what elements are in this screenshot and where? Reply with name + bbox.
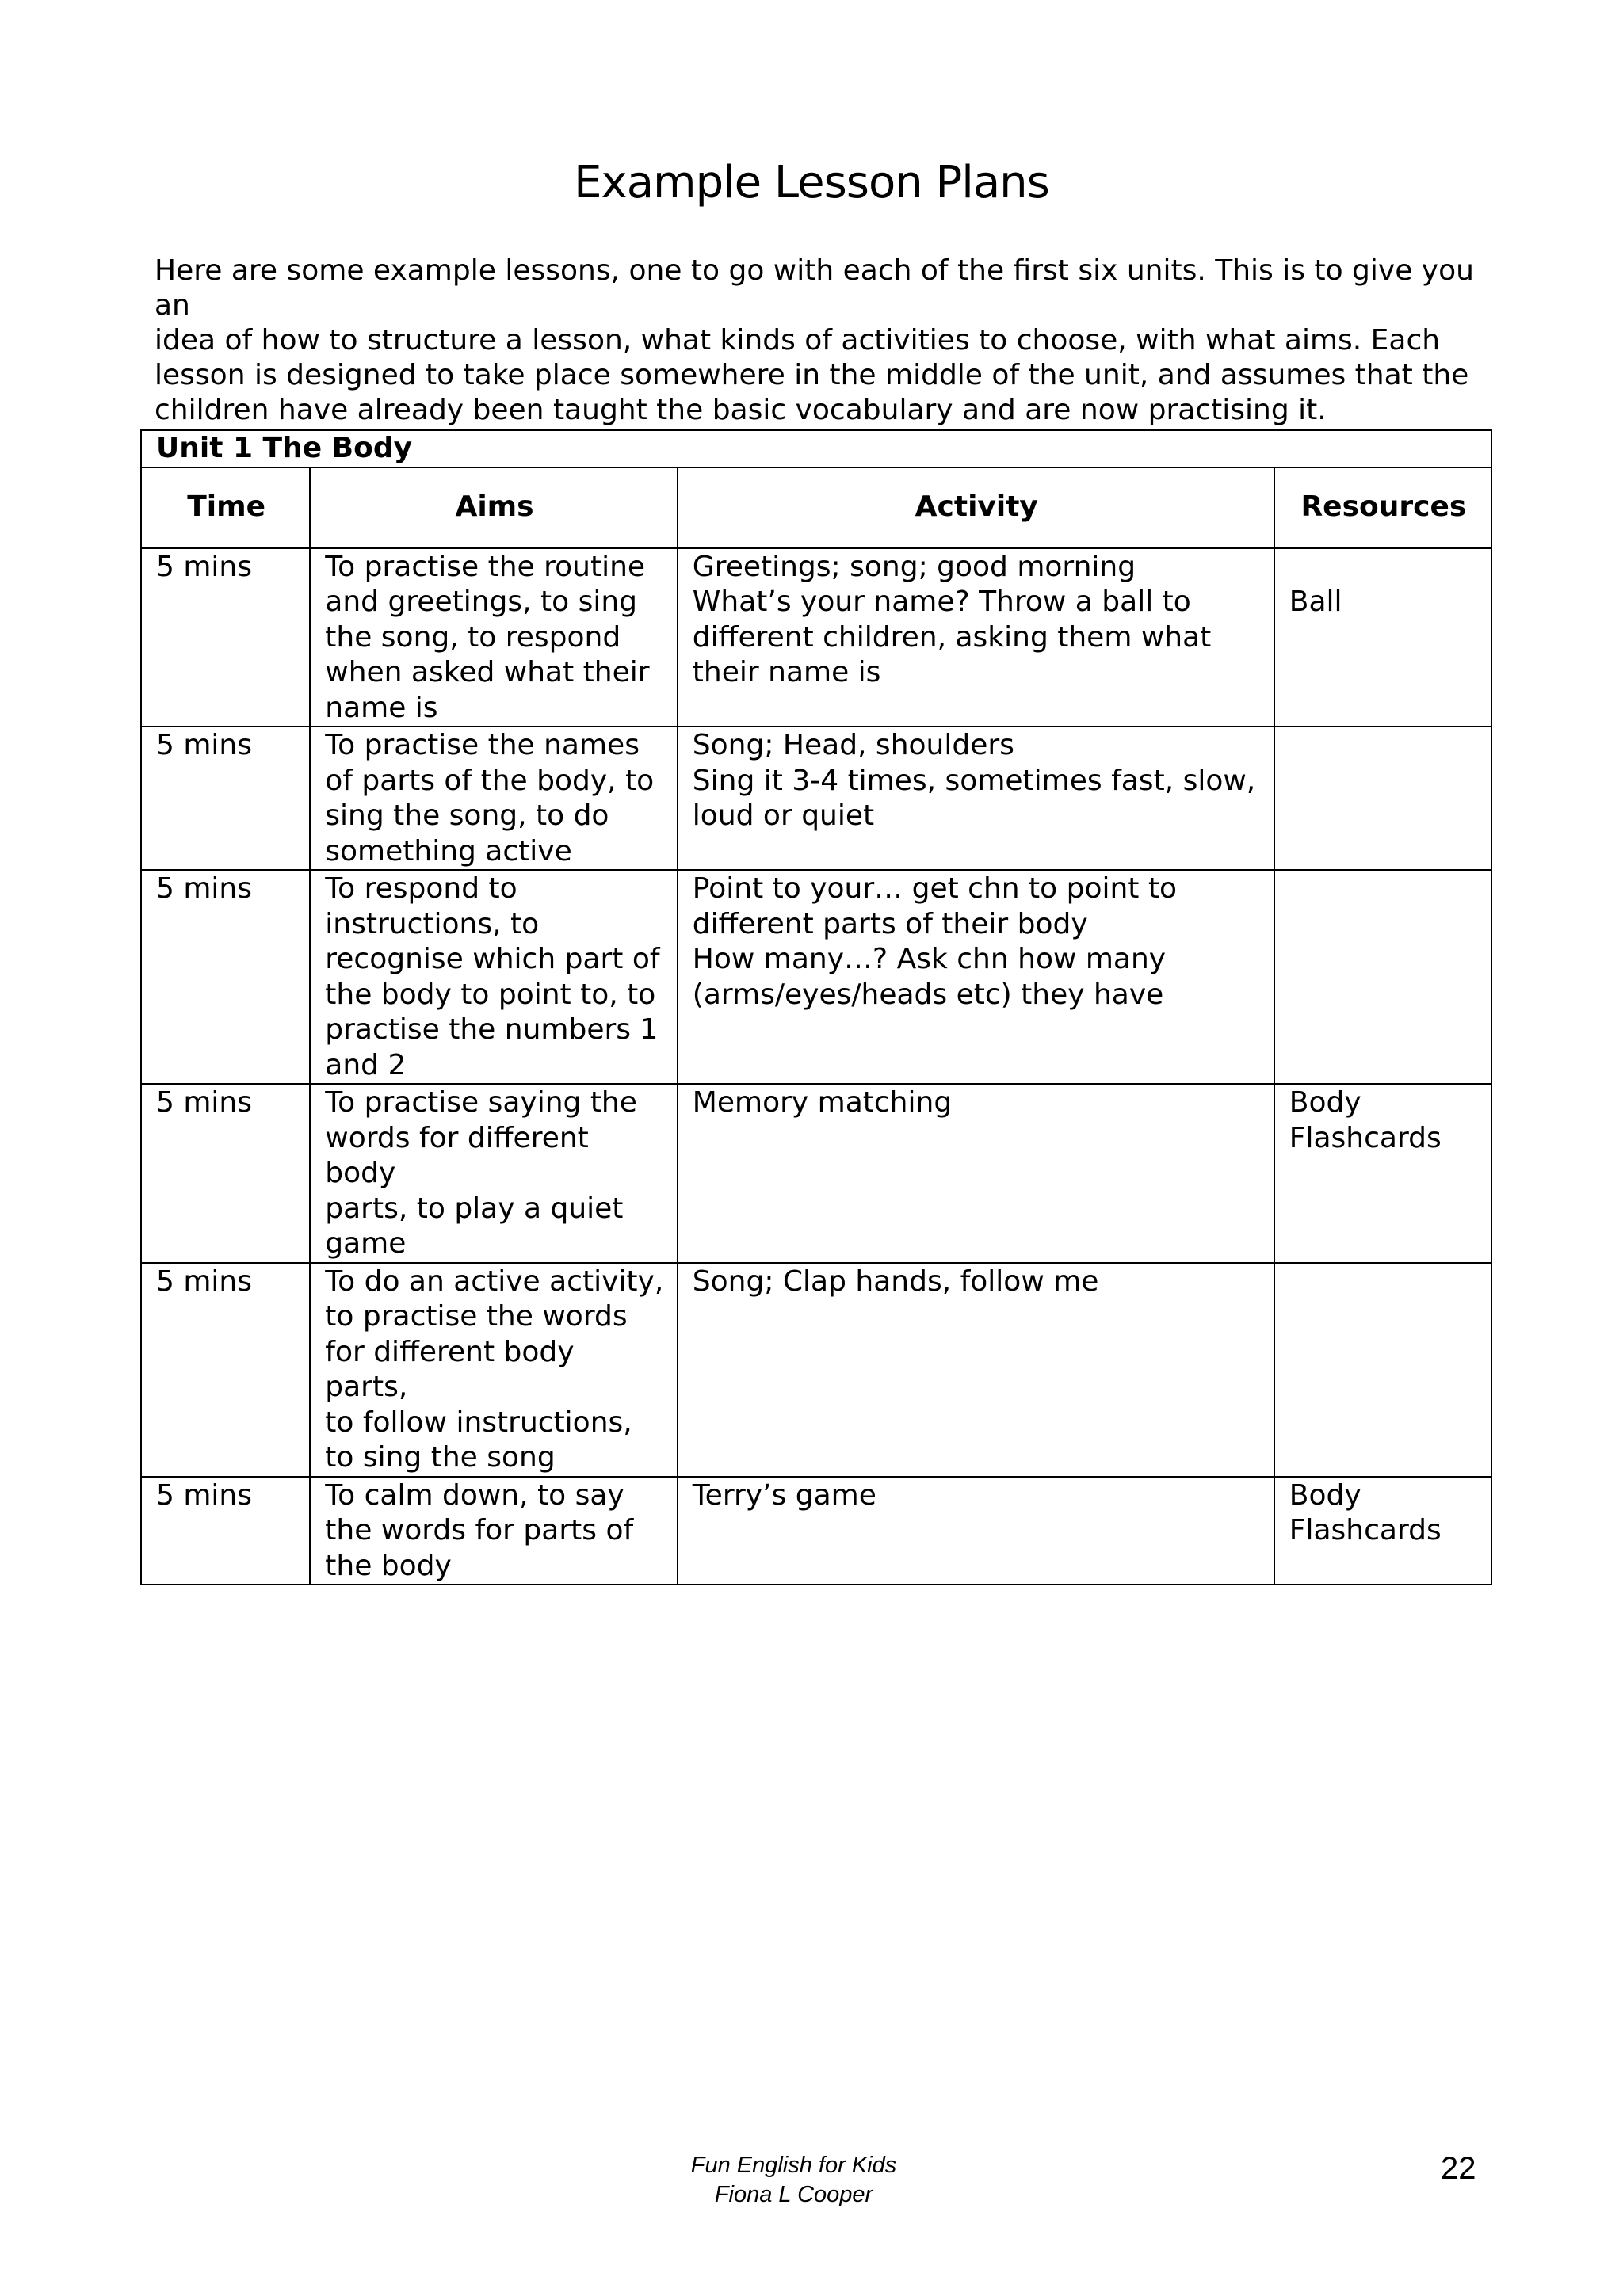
aims-cell xyxy=(310,1263,678,1477)
cell-line: the song, to respond xyxy=(325,620,621,654)
cell-line: and greetings, to sing xyxy=(325,585,638,618)
cell-line: the body xyxy=(325,1549,452,1582)
activity-cell xyxy=(678,1477,1274,1585)
cell-line: To do an active activity, xyxy=(325,1264,664,1298)
cell-line: name is xyxy=(325,691,438,724)
intro-line: idea of how to structure a lesson, what kinds of activities to choose, with what aims. Each xyxy=(155,324,1441,357)
cell-line: to sing the song xyxy=(325,1441,556,1474)
table-row xyxy=(141,870,1491,1084)
cell-line: To practise the routine xyxy=(325,550,646,583)
aims-cell xyxy=(310,1084,678,1263)
header-activity: Activity xyxy=(678,467,1274,548)
header-time: Time xyxy=(141,467,310,548)
cell-line: the body to point to, to xyxy=(325,978,656,1011)
cell-line: To practise saying the xyxy=(325,1086,637,1119)
resources-cell xyxy=(1274,870,1491,1084)
cell-line: the words for parts of xyxy=(325,1514,634,1547)
time-cell: 5 mins xyxy=(141,870,310,1084)
cell-line: different parts of their body xyxy=(692,907,1088,940)
unit-title-row xyxy=(141,430,1491,467)
cell-line: and 2 xyxy=(325,1048,407,1081)
cell-line: Terry’s game xyxy=(692,1478,876,1512)
cell-line: Sing it 3-4 times, sometimes fast, slow, xyxy=(692,764,1256,797)
cell-line xyxy=(1289,550,1478,585)
cell-line: Memory matching xyxy=(692,1086,953,1119)
cell-line: How many…? Ask chn how many xyxy=(692,943,1167,975)
cell-line: when asked what their xyxy=(325,656,650,688)
cell-line: loud or quiet xyxy=(692,799,875,832)
table-row xyxy=(141,727,1491,870)
table-header-row xyxy=(141,467,1491,548)
time-cell: 5 mins xyxy=(141,1084,310,1263)
aims-cell xyxy=(310,870,678,1084)
cell-line: Greetings; song; good morning xyxy=(692,550,1136,583)
resources-cell xyxy=(1274,1263,1491,1477)
resources-cell xyxy=(1274,548,1491,727)
table-row xyxy=(141,1477,1491,1585)
footer-book-title: Fun English for Kids xyxy=(690,2153,897,2178)
cell-line: to follow instructions, xyxy=(325,1405,632,1439)
cell-line: What’s your name? Throw a ball to xyxy=(692,585,1191,618)
cell-line: of parts of the body, to xyxy=(325,764,655,797)
table-row xyxy=(141,1263,1491,1477)
cell-line: words for different body xyxy=(325,1121,598,1189)
activity-cell xyxy=(678,1084,1274,1263)
cell-line: parts, to play a quiet xyxy=(325,1192,624,1225)
resources-cell xyxy=(1274,1084,1491,1263)
footer xyxy=(0,2151,1587,2210)
aims-cell xyxy=(310,548,678,727)
cell-line: to practise the words xyxy=(325,1300,628,1333)
cell-line: To practise the names xyxy=(325,729,640,761)
aims-cell xyxy=(310,1477,678,1585)
activity-cell xyxy=(678,727,1274,870)
activity-cell xyxy=(678,870,1274,1084)
time-cell: 5 mins xyxy=(141,548,310,727)
table-row xyxy=(141,1084,1491,1263)
intro-line: lesson is designed to take place somewhere in the middle of the unit, and assumes that the xyxy=(155,359,1469,391)
unit-title: Unit 1 The Body xyxy=(141,430,1491,467)
cell-line: Point to your… get chn to point to xyxy=(692,872,1178,905)
intro-line: children have already been taught the basic vocabulary and are now practising it. xyxy=(155,394,1327,426)
cell-line: recognise which part of xyxy=(325,943,660,975)
cell-line: Ball xyxy=(1289,585,1342,618)
time-cell: 5 mins xyxy=(141,1263,310,1477)
intro-line: Here are some example lessons, one to go with each of the first six units. This is to give you an xyxy=(155,254,1474,322)
resources-cell xyxy=(1274,727,1491,870)
cell-line: different children, asking them what xyxy=(692,620,1212,654)
cell-line: Body xyxy=(1289,1086,1361,1119)
page-number: 22 xyxy=(1441,2151,1476,2186)
cell-line: Body xyxy=(1289,1478,1361,1512)
cell-line: To respond to xyxy=(325,872,517,905)
cell-line: (arms/eyes/heads etc) they have xyxy=(692,978,1164,1011)
header-aims: Aims xyxy=(310,467,678,548)
cell-line: something active xyxy=(325,834,572,868)
cell-line: Song; Head, shoulders xyxy=(692,729,1014,761)
aims-cell xyxy=(310,727,678,870)
cell-line: for different body parts, xyxy=(325,1335,584,1403)
cell-line: Flashcards xyxy=(1289,1121,1442,1154)
cell-line: To calm down, to say xyxy=(325,1478,624,1512)
resources-cell xyxy=(1274,1477,1491,1585)
time-cell: 5 mins xyxy=(141,727,310,870)
header-resources: Resources xyxy=(1274,467,1491,548)
cell-line: their name is xyxy=(692,656,881,688)
cell-line: sing the song, to do xyxy=(325,799,609,832)
activity-cell xyxy=(678,1263,1274,1477)
cell-line: practise the numbers 1 xyxy=(325,1013,659,1046)
cell-line: Song; Clap hands, follow me xyxy=(692,1264,1099,1298)
time-cell: 5 mins xyxy=(141,1477,310,1585)
cell-line: instructions, to xyxy=(325,907,540,940)
cell-line: Flashcards xyxy=(1289,1514,1442,1547)
activity-cell xyxy=(678,548,1274,727)
intro-paragraph xyxy=(155,254,1494,428)
lesson-plan-table xyxy=(140,429,1492,1585)
page-title: Example Lesson Plans xyxy=(574,157,1049,208)
footer-author: Fiona L Cooper xyxy=(714,2182,873,2207)
cell-line: game xyxy=(325,1227,407,1260)
table-row xyxy=(141,548,1491,727)
